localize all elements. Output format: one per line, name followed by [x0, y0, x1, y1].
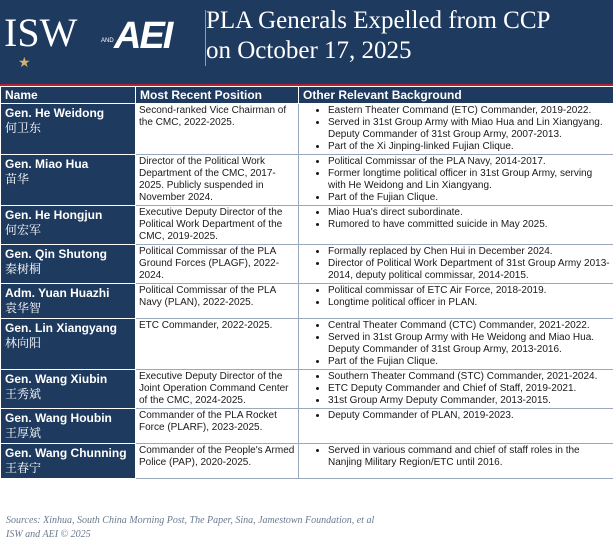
background-item: • 31st Group Army Deputy Commander, 2013-2015.	[328, 395, 610, 407]
position-cell: Political Commissar of the PLA Ground Forces (PLAGF), 2022-2024.	[136, 245, 299, 284]
position-cell: Executive Deputy Director of the Political Work Department of the CMC, 2019-2025.	[136, 206, 299, 245]
general-name-cell	[1, 370, 136, 409]
background-item: • Political Commissar of the PLA Navy, 2014-2017.	[328, 156, 610, 168]
table-row	[1, 319, 613, 370]
table-row	[1, 245, 613, 284]
general-chinese-name: 何宏军	[5, 223, 42, 237]
background-item: • Former longtime political officer in 31st Group Army, serving with He Weidong and Lin Xiangyang.	[328, 168, 610, 192]
background-item: • Rumored to have committed suicide in May 2025.	[328, 219, 610, 231]
general-name: Gen. Wang Xiubin	[5, 372, 108, 386]
background-list	[302, 445, 610, 469]
general-chinese-name: 袁华智	[5, 301, 42, 315]
general-chinese-name: 何卫东	[5, 121, 42, 135]
background-list	[302, 410, 610, 422]
position-cell: Commander of the PLA Rocket Force (PLARF), 2023-2025.	[136, 409, 299, 444]
general-name-cell	[1, 444, 136, 479]
column-header-background: Other Relevant Background	[299, 87, 613, 104]
background-cell	[299, 409, 613, 444]
background-item: • Served in 31st Group Army with Miao Hua and Lin Xiangyang. Deputy Commander of 31st Group Army, 2007-2013.	[328, 117, 610, 141]
background-item: • Political commissar of ETC Air Force, 2018-2019.	[328, 285, 610, 297]
background-cell	[299, 104, 613, 155]
position-cell: Director of the Political Work Department of the CMC, 2017-2025. Publicly suspended in November 2024.	[136, 155, 299, 206]
general-chinese-name: 王厚斌	[5, 426, 42, 440]
background-list	[302, 207, 610, 231]
general-chinese-name: 林向阳	[5, 336, 42, 350]
table-row	[1, 155, 613, 206]
general-name: Adm. Yuan Huazhi	[5, 286, 110, 300]
position-cell: Second-ranked Vice Chairman of the CMC, 2022-2025.	[136, 104, 299, 155]
column-header-name: Name	[1, 87, 136, 104]
general-name: Gen. Wang Chunning	[5, 446, 127, 460]
copyright-note: ISW and AEI © 2025	[6, 529, 91, 540]
table-row	[1, 444, 613, 479]
background-item: • Formally replaced by Chen Hui in December 2024.	[328, 246, 610, 258]
background-item: • Part of the Xi Jinping-linked Fujian Clique.	[328, 141, 610, 153]
general-name: Gen. Lin Xiangyang	[5, 321, 118, 335]
background-cell	[299, 206, 613, 245]
general-name-cell	[1, 319, 136, 370]
general-chinese-name: 苗华	[5, 172, 30, 186]
title-line-2: on October 17, 2025	[206, 37, 412, 64]
general-name-cell	[1, 284, 136, 319]
general-name: Gen. He Weidong	[5, 106, 105, 120]
general-name: Gen. Qin Shutong	[5, 247, 107, 261]
general-chinese-name: 王秀斌	[5, 387, 42, 401]
title-line-1: PLA Generals Expelled from CCP	[206, 7, 551, 34]
background-list	[302, 371, 610, 407]
position-cell: Political Commissar of the PLA Navy (PLAN), 2022-2025.	[136, 284, 299, 319]
page-title	[206, 6, 606, 66]
general-chinese-name: 秦树桐	[5, 262, 42, 276]
general-name-cell	[1, 155, 136, 206]
background-cell	[299, 155, 613, 206]
position-cell: ETC Commander, 2022-2025.	[136, 319, 299, 370]
background-cell	[299, 319, 613, 370]
footer	[6, 514, 606, 542]
table-row	[1, 409, 613, 444]
background-item: • Part of the Fujian Clique.	[328, 192, 610, 204]
position-cell: Executive Deputy Director of the Joint Operation Command Center of the CMC, 2024-2025.	[136, 370, 299, 409]
background-item: • Director of Political Work Department of 31st Group Army 2013-2014, deputy political commissar, 2014-2015.	[328, 258, 610, 282]
table-header-row	[1, 87, 613, 104]
general-name-cell	[1, 206, 136, 245]
general-name-cell	[1, 245, 136, 284]
background-cell	[299, 370, 613, 409]
position-cell: Commander of the People's Armed Police (PAP), 2020-2025.	[136, 444, 299, 479]
background-item: • Southern Theater Command (STC) Commander, 2021-2024.	[328, 371, 610, 383]
background-item: • Miao Hua's direct subordinate.	[328, 207, 610, 219]
general-name: Gen. Wang Houbin	[5, 411, 112, 425]
generals-table	[0, 86, 613, 479]
background-cell	[299, 245, 613, 284]
and-text: AND	[101, 38, 114, 44]
general-name-cell	[1, 409, 136, 444]
background-list	[302, 105, 610, 153]
background-item: • Central Theater Command (CTC) Commander, 2021-2022.	[328, 320, 610, 332]
background-item: • Longtime political officer in PLAN.	[328, 297, 610, 309]
general-chinese-name: 王春宁	[5, 461, 42, 475]
aei-logo: AEI	[114, 15, 172, 57]
background-item: • Deputy Commander of PLAN, 2019-2023.	[328, 410, 610, 422]
column-header-position: Most Recent Position	[136, 87, 299, 104]
background-list	[302, 285, 610, 309]
table-row	[1, 206, 613, 245]
background-cell	[299, 284, 613, 319]
table-row	[1, 284, 613, 319]
background-item: • ETC Deputy Commander and Chief of Staff, 2019-2021.	[328, 383, 610, 395]
background-list	[302, 246, 610, 282]
table-row	[1, 370, 613, 409]
background-item: • Served in 31st Group Army with He Weidong and Miao Hua. Deputy Commander of 31st Group Army, 2013-2016.	[328, 332, 610, 356]
isw-logo: ISW	[4, 10, 78, 55]
background-list	[302, 320, 610, 368]
background-list	[302, 156, 610, 204]
general-name: Gen. Miao Hua	[5, 157, 89, 171]
star-icon: ★	[18, 54, 31, 70]
background-item: • Eastern Theater Command (ETC) Commander, 2019-2022.	[328, 105, 610, 117]
background-item: • Served in various command and chief of staff roles in the Nanjing Military Region/ETC until 2016.	[328, 445, 610, 469]
table-row	[1, 104, 613, 155]
sources-note: Sources: Xinhua, South China Morning Post, The Paper, Sina, Jamestown Foundation, et al	[6, 515, 375, 526]
header-banner	[0, 0, 613, 84]
general-name: Gen. He Hongjun	[5, 208, 103, 222]
background-cell	[299, 444, 613, 479]
background-item: • Part of the Fujian Clique.	[328, 356, 610, 368]
general-name-cell	[1, 104, 136, 155]
